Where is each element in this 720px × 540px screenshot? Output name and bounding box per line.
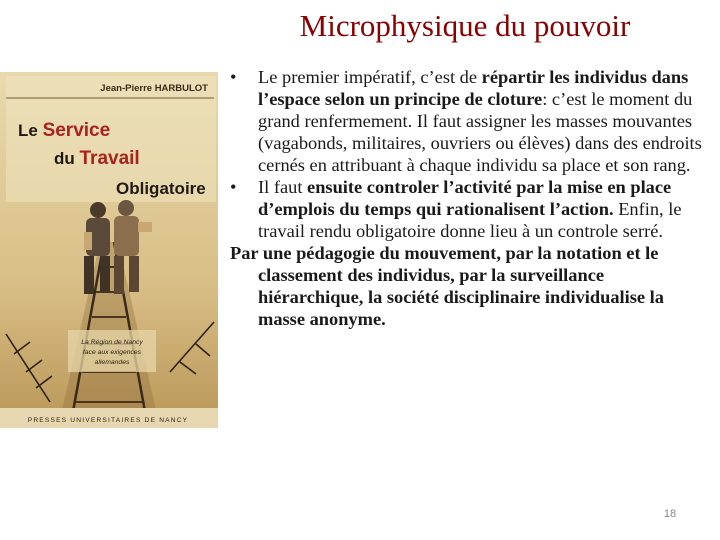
slide-body bbox=[230, 66, 710, 330]
paragraph-3-bold: Par une pédagogie du mouvement, par la notation et le classement des individus, par la surveillance hiérarchique, la société disciplinaire individualise la masse anonyme. bbox=[230, 243, 664, 329]
page-number: 18 bbox=[663, 508, 677, 520]
cover-subtitle-3: allemandes bbox=[94, 359, 130, 366]
bullet-2-text-a: Il faut bbox=[258, 177, 308, 197]
slide-title: Microphysique du pouvoir bbox=[299, 8, 631, 43]
bullet-1-text-a: Le premier impératif, c’est de bbox=[258, 67, 482, 87]
cover-title-line2: du Travail bbox=[54, 148, 140, 169]
cover-publisher: PRESSES UNIVERSITAIRES DE NANCY bbox=[27, 417, 189, 424]
cover-title-line1: Le Service bbox=[18, 120, 111, 141]
cover-subtitle-1: La Région de Nancy bbox=[81, 339, 143, 346]
bullet-item-1 bbox=[230, 66, 710, 176]
book-cover-image bbox=[0, 72, 218, 428]
bullet-2-bold: ensuite controler l’activité par la mise en place d’emplois du temps qui rationalisent l’action. bbox=[258, 177, 672, 219]
cover-subtitle-2: face aux exigences bbox=[82, 349, 142, 356]
bullet-1-bold: répartir les individus dans l’espace selon un principe de cloture bbox=[258, 67, 689, 109]
cover-author: Jean-Pierre HARBULOT bbox=[100, 83, 208, 94]
bullet-1-text-b: : c’est le moment du grand renfermement. Il faut assigner les masses mouvantes (vagabonds, militaires, ouvriers ou élèves) dans des endroits cernés en attribuant à chaque individu sa place et son rang. bbox=[258, 89, 702, 175]
bullet-item-2 bbox=[230, 176, 710, 242]
paragraph-3 bbox=[230, 242, 710, 330]
cover-title-line3: Obligatoire bbox=[116, 179, 206, 198]
bullet-marker: • bbox=[230, 67, 237, 87]
bullet-2-text-b: Enfin, le travail rendu obligatoire donne lieu à un controle serré. bbox=[258, 199, 682, 241]
bullet-marker: • bbox=[230, 177, 237, 197]
